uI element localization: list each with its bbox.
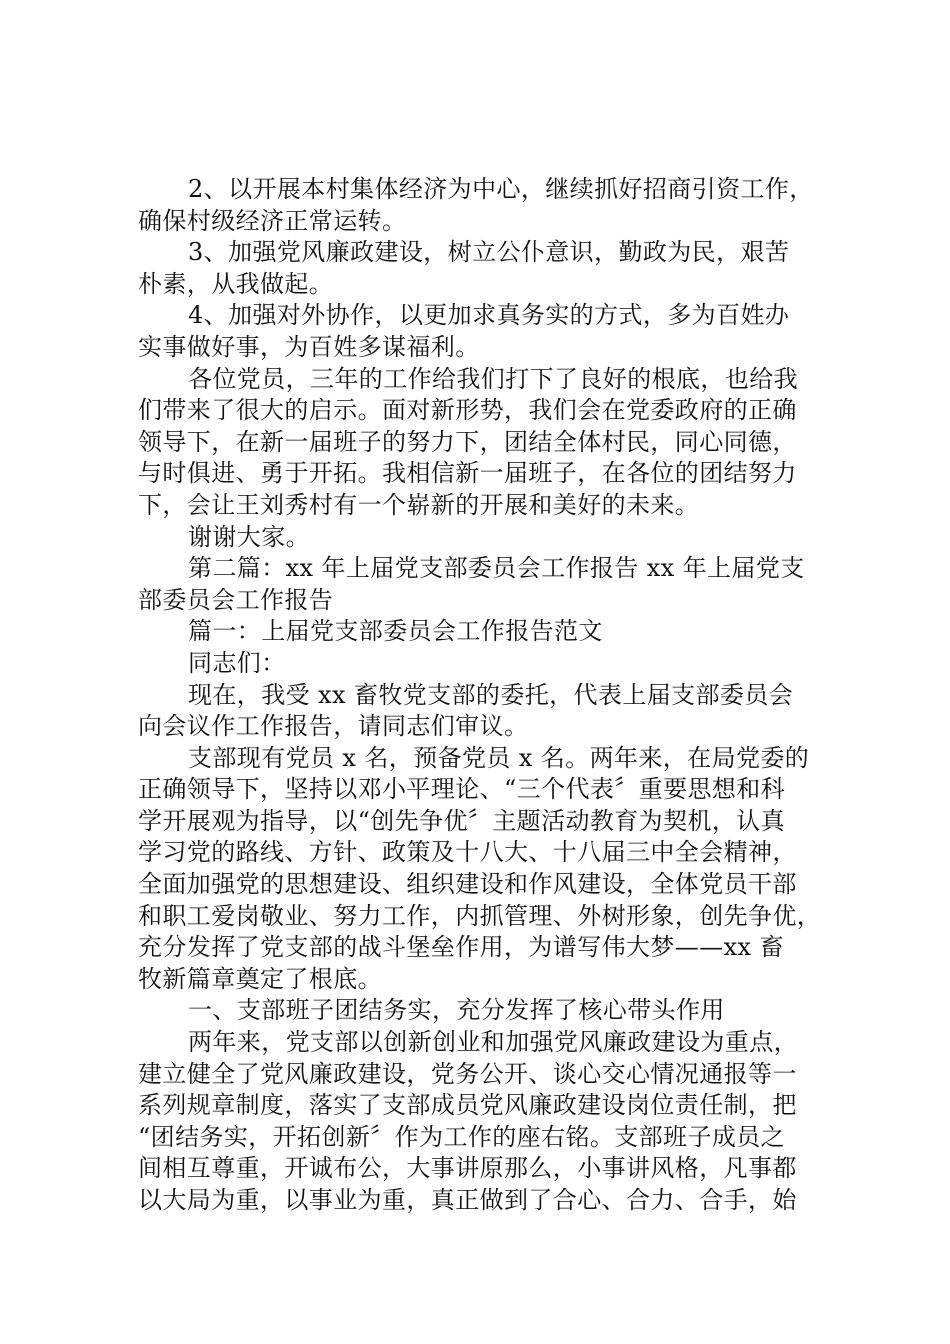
text-line: 领导下，在新一届班子的努力下，团结全体村民，同心同德， — [138, 427, 797, 456]
text-line: 下，会让王刘秀村有一个崭新的开展和美好的未来。 — [138, 490, 700, 519]
text-line: 支部现有党员 x 名，预备党员 x 名。两年来，在局党委的 — [188, 743, 810, 772]
text-line: 和职工爱岗敬业、努力工作，内抓管理、外树形象，创先争优， — [138, 901, 822, 930]
text-line: “团结务实，开拓创新〞作为工作的座右铭。支部班子成员之 — [138, 1122, 786, 1151]
text-line: 第二篇：xx 年上届党支部委员会工作报告 xx 年上届党支 — [188, 554, 805, 583]
text-line: 部委员会工作报告 — [138, 585, 334, 614]
text-line: 谢谢大家。 — [188, 522, 310, 551]
text-line: 4、加强对外协作，以更加求真务实的方式，多为百姓办 — [188, 301, 790, 330]
text-line: 向会议作工作报告，请同志们审议。 — [138, 712, 529, 741]
text-line: 建立健全了党风廉政建设，党务公开、谈心交心情况通报等一 — [138, 1059, 797, 1088]
text-line: 实事做好事，为百姓多谋福利。 — [138, 332, 480, 361]
text-line: 间相互尊重，开诚布公，大事讲原那么，小事讲风格，凡事都 — [138, 1154, 797, 1183]
text-line: 正确领导下，坚持以邓小平理论、“三个代表〞重要思想和科 — [138, 775, 786, 804]
document-body — [138, 174, 838, 1217]
text-line: 各位党员，三年的工作给我们打下了良好的根底，也给我 — [188, 364, 798, 393]
text-line: 朴素，从我做起。 — [138, 269, 334, 298]
text-line: 现在，我受 xx 畜牧党支部的委托，代表上届支部委员会 — [188, 680, 794, 709]
text-line: 2、以开展本村集体经济为中心，继续抓好招商引资工作， — [188, 175, 814, 203]
text-line: 同志们： — [188, 648, 286, 677]
text-line: 们带来了很大的启示。面对新形势，我们会在党委政府的正确 — [138, 396, 797, 425]
text-line: 充分发挥了党支部的战斗堡垒作用，为谱写伟大梦——xx 畜 — [138, 933, 784, 962]
text-line: 篇一：上届党支部委员会工作报告范文 — [188, 617, 603, 646]
text-line: 一、支部班子团结务实，充分发挥了核心带头作用 — [188, 996, 725, 1025]
text-line: 系列规章制度，落实了支部成员党风廉政建设岗位责任制，把 — [138, 1091, 797, 1120]
text-line: 以大局为重，以事业为重，真正做到了合心、合力、合手，始 — [138, 1186, 797, 1214]
text-line: 与时俱进、勇于开拓。我相信新一届班子，在各位的团结努力 — [138, 459, 797, 488]
text-line: 牧新篇章奠定了根底。 — [138, 964, 382, 993]
text-line: 全面加强党的思想建设、组织建设和作风建设，全体党员干部 — [138, 870, 797, 899]
text-line: 学习党的路线、方针、政策及十八大、十八届三中全会精神， — [138, 838, 797, 867]
text-line: 3、加强党风廉政建设，树立公仆意识，勤政为民，艰苦 — [188, 238, 790, 267]
text-line: 学开展观为指导，以“创先争优〞主题活动教育为契机，认真 — [138, 806, 786, 835]
text-line: 两年来，党支部以创新创业和加强党风廉政建设为重点， — [188, 1028, 798, 1057]
text-line: 确保村级经济正常运转。 — [138, 206, 407, 235]
